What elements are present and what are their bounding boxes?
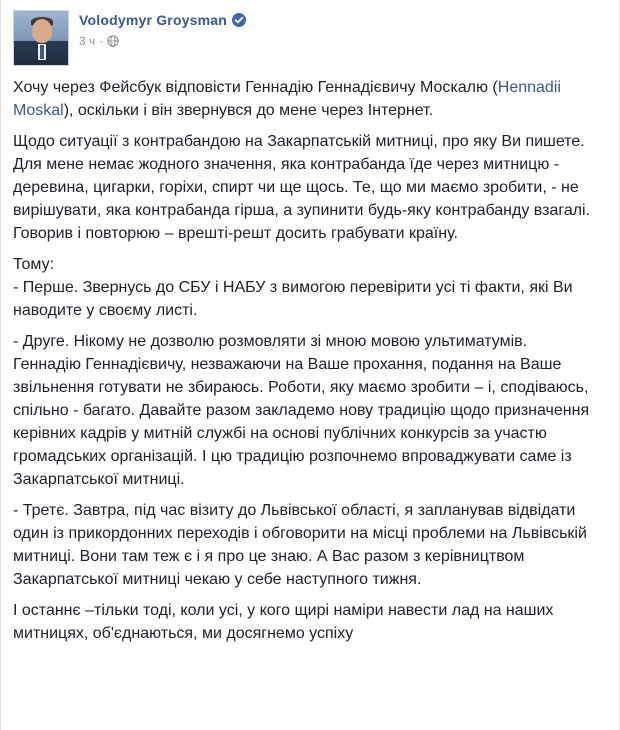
meta-separator: · <box>99 34 104 48</box>
avatar-face <box>32 19 52 43</box>
post-paragraph-6: І останнє –тільки тоді, коли усі, у кого щирі наміри навести лад на наших митницях, об'єднаються, ми досягнемо успіху <box>13 602 554 642</box>
author-avatar[interactable] <box>13 10 69 66</box>
post-header <box>13 10 603 66</box>
post-timestamp-link[interactable]: 3 ч <box>79 34 96 48</box>
globe-icon[interactable] <box>107 35 119 47</box>
post-paragraph-2: Щодо ситуації з контрабандою на Закарпатській митниці, про яку Ви пишете. Для мене немає жодного значення, яка контрабанда їде через митницю - деревина, цигарки, горіхи, спирт чи ще щось. Те, що ми маємо зробити, - не вирішувати, яка контрабанда гірша, а зупинити будь-яку контрабанду взагалі. Говорив і повторюю – врешті-решт досить грабувати країну. <box>13 133 591 242</box>
author-name-link[interactable]: Volodymyr Groysman <box>79 12 228 28</box>
p3-intro: Тому: <box>13 256 55 273</box>
post-body <box>13 76 593 653</box>
verified-badge-icon <box>232 13 246 27</box>
post-paragraph-4: - Друге. Нікому не дозволю розмовляти зі мною мовою ультиматумів. Геннадію Геннадієвичу, незважаючи на Ваше прохання, подання на Ваше звільнення готувати не збираюсь. Роботи, яку маємо зробити – і, сподіваюсь, спільно - багато. Давайте разом закладемо нову традицію щодо призначення керівних кадрів у митній службі на основі публічних конкурсів за участю громадських організацій. І цю традицію розпочнемо впроваджувати саме із Закарпатської митниці. <box>13 333 590 488</box>
post-paragraph-1 <box>13 76 593 122</box>
post-paragraph-3 <box>13 253 593 322</box>
p1-text-after: ), оскільки і він звернувся до мене через Інтернет. <box>63 102 434 119</box>
mention-link[interactable]: Hennadii Moskal <box>13 79 561 119</box>
p3-item: - Перше. Звернусь до СБУ і НАБУ з вимогою перевірити усі ті факти, які Ви наводите у своєму листі. <box>13 279 573 319</box>
post-meta <box>79 34 119 48</box>
author-line <box>79 12 246 28</box>
post-paragraph-5: - Третє. Завтра, під час візиту до Львівської області, я запланував відвідати один із прикордонних переходів і обговорити на місці проблеми на Львівській митниці. Вони там теж є і я про це знаю. А Вас разом з керівництвом Закарпатської митниці чекаю у себе наступного тижня. <box>13 502 587 588</box>
p1-text-before: Хочу через Фейсбук відповісти Геннадію Геннадієвичу Москалю ( <box>13 79 498 96</box>
avatar-tie <box>40 45 44 59</box>
